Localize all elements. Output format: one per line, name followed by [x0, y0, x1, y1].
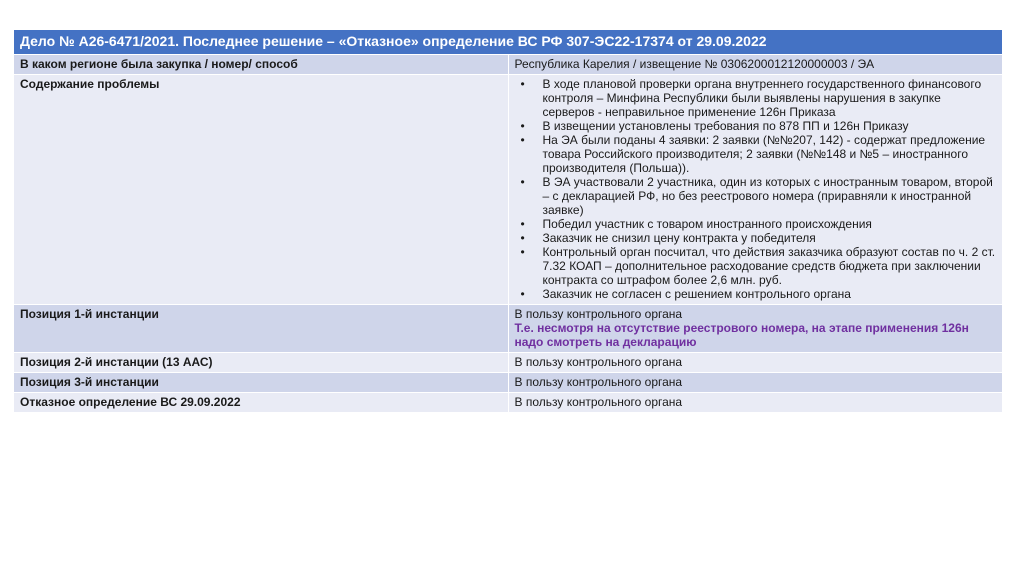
- row-label-problem: Содержание проблемы: [14, 75, 509, 305]
- list-item: • Заказчик не согласен с решением контрольного органа: [543, 287, 997, 301]
- list-item: • Победил участник с товаром иностранного происхождения: [543, 217, 997, 231]
- row-label-first-instance: Позиция 1-й инстанции: [14, 305, 509, 353]
- row-value-third-instance: В пользу контрольного органа: [508, 373, 1003, 393]
- row-value-supreme-court: В пользу контрольного органа: [508, 393, 1003, 413]
- row-label-second-instance: Позиция 2-й инстанции (13 ААС): [14, 353, 509, 373]
- table-row-problem: [14, 75, 1003, 305]
- table-row-second-instance: [14, 353, 1003, 373]
- list-item: • В ходе плановой проверки органа внутреннего государственного финансового контроля – Минфина Республики были выявлены нарушения в закупке серверов - неправильное применение 126н Приказа: [543, 77, 997, 119]
- row-label-region: В каком регионе была закупка / номер/ способ: [14, 55, 509, 75]
- list-item: • На ЭА были поданы 4 заявки: 2 заявки (№№207, 142) - содержат предложение товара Российского производителя; 2 заявки (№№148 и №5 – иностранного производителя (Польша)).: [543, 133, 997, 175]
- row-value-first-instance: [508, 305, 1003, 353]
- first-instance-note: Т.е. несмотря на отсутствие реестрового номера, на этапе применения 126н надо смотреть на декларацию: [514, 321, 969, 349]
- table-row-supreme-court: [14, 393, 1003, 413]
- first-instance-value: В пользу контрольного органа: [514, 307, 683, 321]
- list-item: • Контрольный орган посчитал, что действия заказчика образуют состав по ч. 2 ст. 7.32 КОАП – дополнительное расходование средств бюджета при заключении контракта со штрафом более 2,6 млн. руб.: [543, 245, 997, 287]
- table-row-first-instance: [14, 305, 1003, 353]
- row-value-second-instance: В пользу контрольного органа: [508, 353, 1003, 373]
- list-item: • В ЭА участвовали 2 участника, один из которых с иностранным товаром, второй – с декларацией РФ, но без реестрового номера (приравняли к иностранной заявке): [543, 175, 997, 217]
- row-label-third-instance: Позиция 3-й инстанции: [14, 373, 509, 393]
- row-label-supreme-court: Отказное определение ВС 29.09.2022: [14, 393, 509, 413]
- problem-bullet-list: [515, 77, 997, 301]
- list-item: • Заказчик не снизил цену контракта у победителя: [543, 231, 997, 245]
- table-header-row: [14, 30, 1003, 55]
- list-item: • В извещении установлены требования по 878 ПП и 126н Приказу: [543, 119, 997, 133]
- row-value-problem: [508, 75, 1003, 305]
- table-title: Дело № А26-6471/2021. Последнее решение – «Отказное» определение ВС РФ 307-ЭС22-17374 от 29.09.2022: [14, 30, 1003, 55]
- table-row-third-instance: [14, 373, 1003, 393]
- row-value-region: Республика Карелия / извещение № 0306200012120000003 / ЭА: [508, 55, 1003, 75]
- table-row-region: [14, 55, 1003, 75]
- case-table: [13, 29, 1003, 413]
